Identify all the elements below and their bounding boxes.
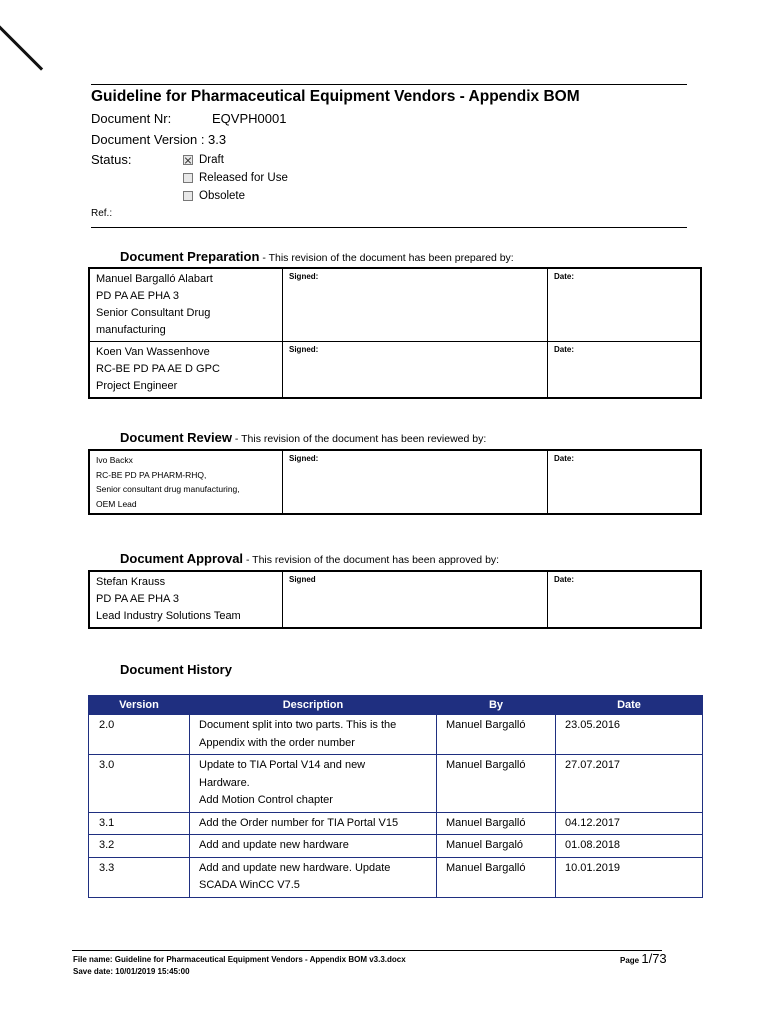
- document-title: Guideline for Pharmaceutical Equipment Vendors - Appendix BOM: [91, 88, 580, 105]
- history-row: [89, 715, 703, 755]
- history-date: 01.08.2018: [556, 835, 703, 858]
- doc-version: Document Version : 3.3: [91, 132, 227, 147]
- history-version: 3.3: [89, 857, 190, 897]
- approval-table: [88, 570, 702, 629]
- history-row: [89, 835, 703, 858]
- history-description-line: Document split into two parts. This is the: [199, 719, 397, 731]
- signer-line: Koen Van Wassenhove: [96, 346, 210, 358]
- history-version: 2.0: [89, 715, 190, 755]
- history-by: Manuel Bargalló: [437, 755, 556, 813]
- review-title: Document Review: [120, 430, 232, 445]
- history-row: [89, 812, 703, 835]
- signature-row: [89, 450, 701, 514]
- page-count: 1/73: [641, 951, 667, 966]
- history-description: [190, 812, 437, 835]
- checkbox-icon[interactable]: [183, 191, 193, 201]
- history-version: 3.2: [89, 835, 190, 858]
- history-description-line: Add and update new hardware. Update: [199, 861, 391, 874]
- history-description: [190, 715, 437, 755]
- status-option-label: Obsolete: [199, 190, 246, 202]
- review-table: [88, 449, 702, 515]
- history-table: [88, 695, 703, 898]
- status-option[interactable]: [183, 190, 245, 202]
- signed-field[interactable]: Signed: [283, 571, 548, 628]
- signer-info: [89, 571, 283, 628]
- preparation-table: [88, 267, 702, 399]
- checkbox-icon[interactable]: [183, 155, 193, 165]
- ref-label: Ref.:: [91, 208, 113, 219]
- signer-line: manufacturing: [96, 324, 166, 336]
- history-version: 3.1: [89, 812, 190, 835]
- history-date: 04.12.2017: [556, 812, 703, 835]
- history-description-line: SCADA WinCC V7.5: [199, 879, 300, 891]
- signature-row: [89, 571, 701, 628]
- signer-line: Project Engineer: [96, 380, 178, 392]
- date-field[interactable]: Date:: [548, 268, 702, 342]
- approval-subtitle: - This revision of the document has been approved by:: [243, 554, 500, 566]
- date-field[interactable]: Date:: [548, 450, 702, 514]
- history-heading: [120, 662, 232, 677]
- page-label: Page: [620, 956, 640, 965]
- signer-info: [89, 342, 283, 399]
- status-option-label: Draft: [199, 154, 224, 166]
- signer-line: Manuel Bargalló Alabart: [96, 273, 213, 285]
- signer-line: Stefan Krauss: [96, 576, 166, 588]
- history-row: [89, 755, 703, 813]
- doc-nr-label: Document Nr:: [91, 111, 172, 126]
- status-option[interactable]: [183, 172, 288, 184]
- signer-info: [89, 268, 283, 342]
- history-date: 27.07.2017: [556, 755, 703, 813]
- signature-row: [89, 268, 701, 342]
- history-description-line: Appendix with the order number: [199, 736, 355, 749]
- history-description-line: Add the Order number for TIA Portal V15: [199, 816, 399, 829]
- signer-line: RC-BE PD PA AE D GPC: [96, 363, 220, 375]
- signed-field[interactable]: Signed:: [283, 268, 548, 342]
- signer-line: PD PA AE PHA 3: [96, 290, 179, 302]
- page-number: [620, 951, 667, 966]
- history-by: Manuel Bargaló: [437, 835, 556, 858]
- doc-nr-value: EQVPH0001: [212, 111, 287, 126]
- preparation-heading: [120, 249, 514, 264]
- history-row: [89, 857, 703, 897]
- history-by: Manuel Bargalló: [437, 812, 556, 835]
- approval-heading: [120, 551, 499, 566]
- status-option-label: Released for Use: [199, 172, 288, 184]
- preparation-subtitle: - This revision of the document has been prepared by:: [259, 252, 514, 264]
- history-date: 10.01.2019: [556, 857, 703, 897]
- history-description-line: Add and update new hardware: [199, 839, 349, 851]
- status-option[interactable]: [183, 154, 224, 166]
- history-description: [190, 755, 437, 813]
- col-version: Version: [89, 696, 190, 715]
- corner-mark: [0, 20, 43, 70]
- history-description-line: Hardware.: [199, 776, 250, 789]
- col-description: Description: [190, 696, 437, 715]
- signed-field[interactable]: Signed:: [283, 342, 548, 399]
- signature-row: [89, 342, 701, 399]
- checkbox-icon[interactable]: [183, 173, 193, 183]
- footer-file-name: File name: Guideline for Pharmaceutical Equipment Vendors - Appendix BOM v3.3.docx: [73, 955, 406, 964]
- status-label: Status:: [91, 152, 132, 167]
- review-heading: [120, 430, 486, 445]
- history-by: Manuel Bargalló: [437, 857, 556, 897]
- preparation-title: Document Preparation: [120, 249, 260, 264]
- col-by: By: [437, 696, 556, 715]
- signer-line: Senior Consultant Drug: [96, 307, 211, 319]
- signer-line: Senior consultant drug manufacturing,: [96, 484, 240, 494]
- history-description: [190, 857, 437, 897]
- history-date: 23.05.2016: [556, 715, 703, 755]
- history-description-line: Update to TIA Portal V14 and new: [199, 759, 366, 771]
- signer-info: [89, 450, 283, 514]
- history-by: Manuel Bargalló: [437, 715, 556, 755]
- review-subtitle: - This revision of the document has been reviewed by:: [231, 433, 487, 445]
- history-description: [190, 835, 437, 858]
- header-rule-bottom: [91, 227, 687, 228]
- approval-title: Document Approval: [120, 551, 244, 566]
- header-rule-top: [91, 84, 687, 85]
- signed-field[interactable]: Signed:: [283, 450, 548, 514]
- col-date: Date: [556, 696, 703, 715]
- signer-line: Ivo Backx: [96, 455, 133, 465]
- footer-save-date: Save date: 10/01/2019 15:45:00: [73, 967, 190, 976]
- signer-line: Lead Industry Solutions Team: [96, 610, 241, 622]
- date-field[interactable]: Date:: [548, 571, 702, 628]
- history-title: Document History: [120, 662, 232, 677]
- footer-rule: [72, 950, 662, 951]
- history-version: 3.0: [89, 755, 190, 813]
- signer-line: PD PA AE PHA 3: [96, 593, 179, 605]
- signer-line: RC-BE PD PA PHARM-RHQ,: [96, 469, 207, 480]
- date-field[interactable]: Date:: [548, 342, 702, 399]
- signer-line: OEM Lead: [96, 498, 137, 509]
- history-header-row: [89, 696, 703, 715]
- history-description-line: Add Motion Control chapter: [199, 794, 333, 806]
